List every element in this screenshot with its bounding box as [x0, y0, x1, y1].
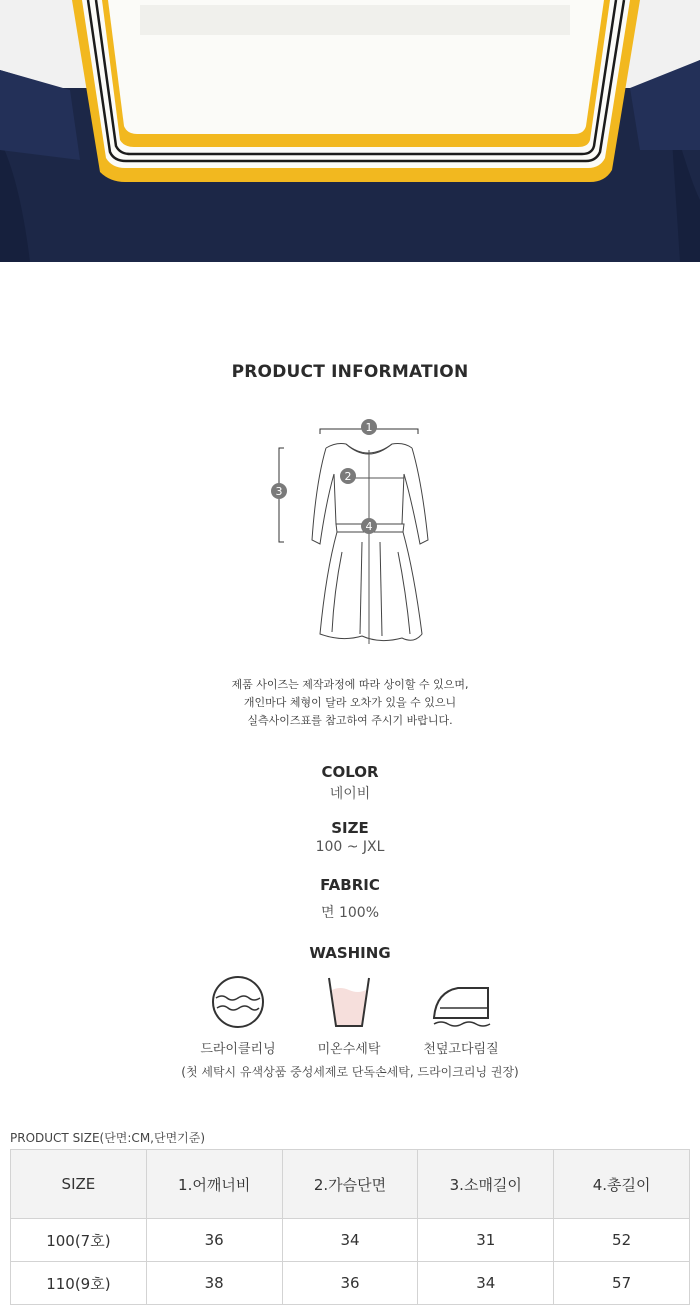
table-cell: 36 — [282, 1262, 418, 1305]
size-label: SIZE — [331, 819, 369, 837]
table-cell: 110(9호) — [11, 1262, 147, 1305]
color-value: 네이비 — [329, 786, 371, 802]
marker-2-icon — [340, 468, 356, 484]
iron-with-cloth-label: 천덮고다림질 — [423, 1042, 499, 1057]
svg-text:1: 1 — [365, 421, 373, 434]
size-table — [10, 1149, 690, 1305]
svg-text:2: 2 — [344, 470, 352, 483]
table-row — [11, 1262, 690, 1305]
fabric-value: 면 100% — [321, 905, 379, 921]
marker-3-icon — [271, 483, 287, 499]
table-header-row — [11, 1150, 690, 1219]
column-header: 1.어깨너비 — [146, 1150, 282, 1219]
section-title: PRODUCT INFORMATION — [231, 362, 469, 382]
table-cell: 31 — [418, 1219, 554, 1262]
svg-text:4: 4 — [365, 520, 373, 533]
size-table-caption: PRODUCT SIZE(단면:CM,단면기준) — [10, 1131, 206, 1145]
size-notice — [0, 676, 700, 730]
size-value: 100 ~ JXL — [315, 839, 385, 855]
washing-note: (첫 세탁시 유색상품 중성세제로 단독손세탁, 드라이크리닝 권장) — [181, 1065, 519, 1079]
marker-1-icon — [361, 419, 377, 435]
lukewarm-wash-label: 미온수세탁 — [317, 1042, 381, 1057]
notice-line: 실측사이즈표를 참고하여 주시기 바랍니다. — [247, 714, 453, 727]
table-cell: 34 — [418, 1262, 554, 1305]
table-cell: 100(7호) — [11, 1219, 147, 1262]
washing-label: WASHING — [309, 944, 391, 962]
product-photo — [0, 0, 700, 262]
size-measurement-diagram — [262, 412, 442, 652]
dry-clean-label: 드라이클리닝 — [200, 1042, 276, 1057]
table-cell: 57 — [554, 1262, 690, 1305]
column-header: 4.총길이 — [554, 1150, 690, 1219]
color-label: COLOR — [321, 763, 379, 781]
notice-line: 개인마다 체형이 달라 오차가 있을 수 있으니 — [243, 696, 457, 709]
column-header: SIZE — [11, 1150, 147, 1219]
table-cell: 38 — [146, 1262, 282, 1305]
table-cell: 34 — [282, 1219, 418, 1262]
table-cell: 52 — [554, 1219, 690, 1262]
column-header: 3.소매길이 — [418, 1150, 554, 1219]
notice-line: 제품 사이즈는 제작과정에 따라 상이할 수 있으며, — [231, 678, 469, 691]
iron-with-cloth-icon — [428, 974, 494, 1036]
table-row — [11, 1219, 690, 1262]
column-header: 2.가슴단면 — [282, 1150, 418, 1219]
marker-4-icon — [361, 518, 377, 534]
sailor-collar-image — [0, 0, 700, 262]
svg-text:3: 3 — [275, 485, 283, 498]
dry-clean-icon — [208, 974, 268, 1034]
fabric-label: FABRIC — [320, 876, 380, 894]
lukewarm-wash-icon — [324, 974, 374, 1034]
table-cell: 36 — [146, 1219, 282, 1262]
